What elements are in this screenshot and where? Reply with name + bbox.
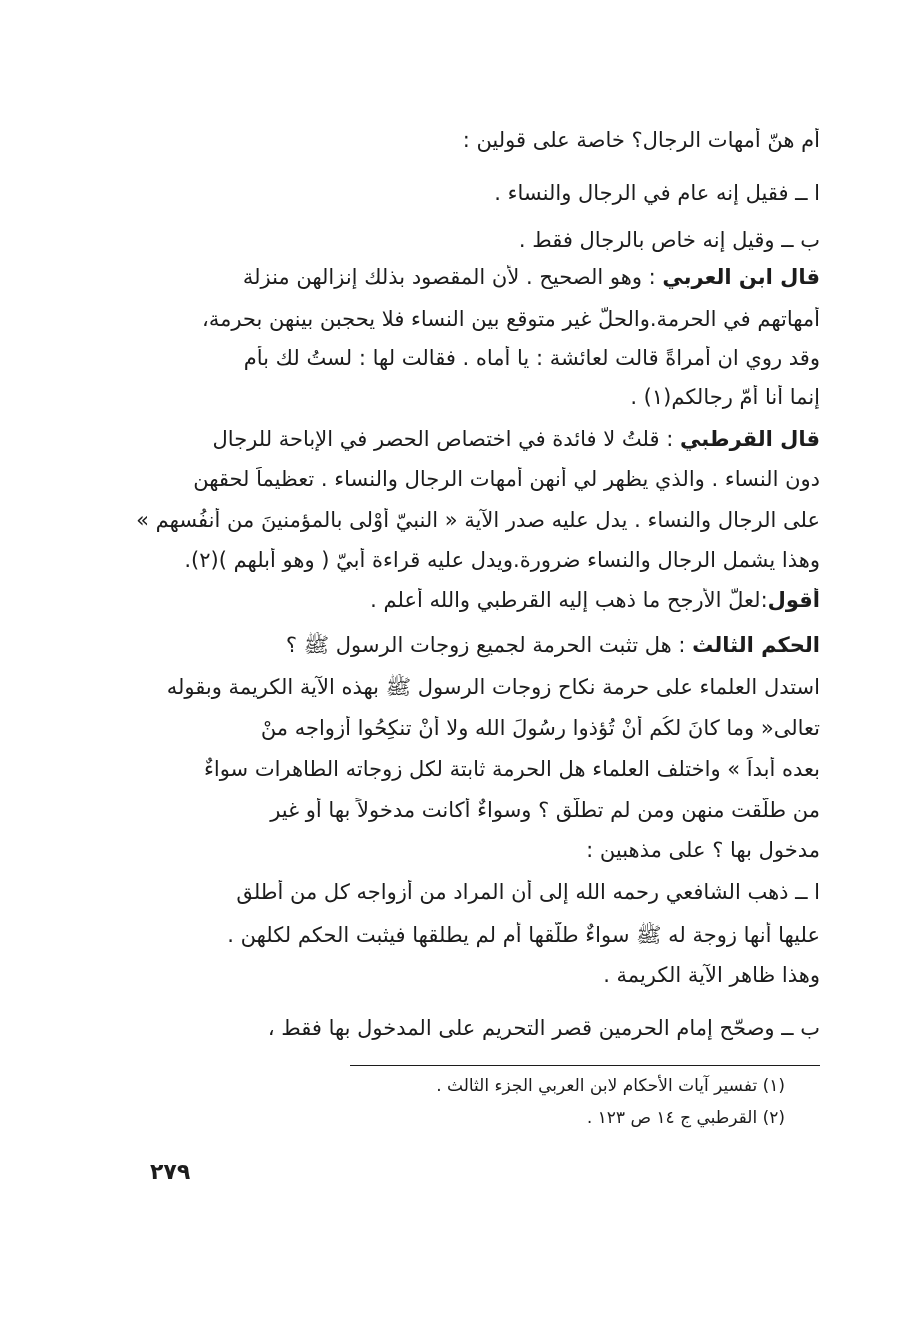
line-text: وهذا ظاهر الآية الكريمة . <box>603 963 820 987</box>
paragraph-lead: قال القرطبي <box>679 427 820 451</box>
footnote <box>185 1076 785 1096</box>
line-text: ا ــ فقيل إنه عام في الرجال والنساء . <box>494 181 820 205</box>
line-text: ا ــ ذهب الشافعي رحمه الله إلى أن المراد من أزواجه كل من أطلق <box>236 880 820 904</box>
line-text: إنما أنا أمّ رجالكم(١) . <box>630 385 820 409</box>
body-line <box>102 674 820 705</box>
body-line <box>102 963 820 987</box>
line-text: ب ــ وصحّح إمام الحرمين قصر التحريم على المدخول بها فقط ، <box>267 1016 820 1040</box>
body-line <box>102 181 820 205</box>
body-line <box>102 757 820 781</box>
line-text: وقد روي ان أمراةً قالت لعائشة : يا أماه . فقالت لها : لستُ لك بأم <box>243 346 820 370</box>
body-line <box>102 467 820 491</box>
line-text: وهذا يشمل الرجال والنساء ضرورة.ويدل عليه قراءة أبيّ ( وهو أبلهم )(٢). <box>184 548 820 572</box>
body-line <box>102 265 820 289</box>
body-line <box>102 385 820 409</box>
line-text: أمهاتهم في الحرمة.والحلُّ غير متوقع بين النساء فلا يحجبن بينهن بحرمة، <box>202 307 820 331</box>
body-line <box>102 307 820 331</box>
line-text: أم هنّ أمهات الرجال؟ خاصة على قولين : <box>462 128 820 152</box>
body-line <box>102 588 820 612</box>
footnote <box>185 1108 785 1128</box>
line-text: بعده أبداً » واختلف العلماء هل الحرمة ثابتة لكل زوجاته الطاهرات سواءٌ <box>203 757 820 781</box>
body-line <box>102 922 820 953</box>
body-line <box>102 632 820 663</box>
body-line <box>102 228 820 252</box>
line-text: : وهو الصحيح . لأن المقصود بذلك إنزالهن منزلة <box>242 265 663 289</box>
line-text: ب ــ وقيل إنه خاص بالرجال فقط . <box>518 228 820 252</box>
line-text: : هل تثبت الحرمة لجميع زوجات الرسول ﷺ ؟ <box>285 633 693 657</box>
body-line <box>102 880 820 904</box>
line-text: دون النساء . والذي يظهر لي أنهن أمهات الرجال والنساء . تعظيماً لحقهن <box>193 467 820 491</box>
body-line <box>102 508 820 532</box>
line-text: عليها أنها زوجة له ﷺ سواءٌ طلّقها أم لم يطلقها فيثبت الحكم لكلهن . <box>227 923 820 947</box>
body-line <box>102 716 820 740</box>
page-number: ٢٧٩ <box>150 1160 191 1185</box>
body-line <box>102 548 820 572</box>
footnote-text: (١) تفسير آيات الأحكام لابن العربي الجزء الثالث . <box>436 1076 785 1096</box>
paragraph-lead: أقول <box>767 588 820 612</box>
body-line <box>102 427 820 451</box>
body-line <box>102 346 820 370</box>
line-text: مدخول بها ؟ على مذهبين : <box>586 838 820 862</box>
paragraph-lead: قال ابن العربي <box>662 265 820 289</box>
footnote-text: (٢) القرطبي ج ١٤ ص ١٢٣ . <box>586 1108 785 1128</box>
line-text: من طلّقت منهن ومن لم تطلّق ؟ وسواءٌ أكانت مدخولاً بها أو غير <box>270 798 820 822</box>
line-text: تعالى« وما كانَ لكُم أنْ تُؤذوا رسُولَ الله ولا أنْ تنكِحُوا أزواجه منْ <box>260 716 820 740</box>
paragraph-lead: الحكم الثالث <box>692 633 820 657</box>
footnote-divider <box>350 1065 820 1066</box>
line-text: :لعلّ الأرجح ما ذهب إليه القرطبي والله أعلم . <box>370 588 768 612</box>
body-line <box>102 1016 820 1040</box>
line-text: : قلتُ لا فائدة في اختصاص الحصر في الإباحة للرجال <box>212 427 680 451</box>
body-line <box>102 838 820 862</box>
line-text: على الرجال والنساء . يدل عليه صدر الآية « النبيّ أوْلى بالمؤمنينَ من أنفُسهم » <box>136 508 820 532</box>
body-line <box>102 128 820 152</box>
line-text: استدل العلماء على حرمة نكاح زوجات الرسول ﷺ بهذه الآية الكريمة وبقوله <box>166 675 820 699</box>
body-line <box>102 798 820 822</box>
